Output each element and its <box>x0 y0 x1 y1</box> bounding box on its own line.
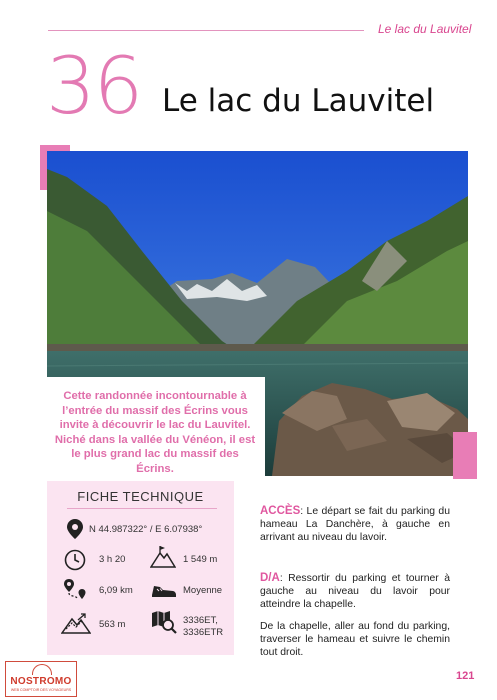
running-title: Le lac du Lauvitel <box>378 22 472 36</box>
hiking-shoe-icon <box>151 582 177 598</box>
fiche-title: FICHE TECHNIQUE <box>77 489 204 504</box>
da-paragraph <box>260 572 450 612</box>
logo-arc <box>32 664 52 675</box>
elevation-value: 1 549 m <box>183 554 218 565</box>
logo-name: NOSTROMO <box>10 676 72 687</box>
acces-paragraph <box>260 505 450 545</box>
nostromo-logo <box>5 661 77 697</box>
acces-label: ACCÈS <box>260 505 301 517</box>
difficulty-value: Moyenne <box>183 585 223 596</box>
fiche-technique <box>47 481 234 655</box>
page-number: 121 <box>456 670 475 682</box>
ascent-value: 563 m <box>99 619 126 630</box>
intro-box <box>47 377 265 481</box>
header-rule <box>48 30 364 31</box>
page-title: Le lac du Lauvitel <box>162 83 435 119</box>
duration-value: 3 h 20 <box>99 554 126 565</box>
fiche-rule <box>67 508 217 509</box>
route-distance-icon <box>63 579 89 603</box>
clock-icon <box>64 549 86 571</box>
intro-text: Cette randonnée incontournable à l’entrée du massif des Écrins vous invite à découvrir le lac du Lauvitel. Niché dans la vallée du Vénéon, il est le plus grand lac du massif des Écrins. <box>54 390 256 475</box>
gps-coordinates: N 44.987322° / E 6.07938° <box>89 524 203 535</box>
acces-text: : Le départ se fait du parking du hameau La Danchère, à gauche en arrivant au niveau du lavoir. <box>260 506 450 544</box>
da-paragraph-2: De la chapelle, aller au fond du parking, traverser le hameau et suivre le chemin tout droit. <box>260 621 450 659</box>
da-label: D/A <box>260 572 280 584</box>
ascent-mountain-icon <box>61 611 91 635</box>
corner-accent-bottom-right <box>453 432 477 479</box>
maps-reference <box>183 615 223 639</box>
hike-number: 36 <box>46 42 142 132</box>
da-text: : Ressortir du parking et tourner à gauche au niveau du lavoir pour atteindre la chapelle. <box>260 573 450 611</box>
distance-value: 6,09 km <box>99 585 133 596</box>
elevation-peak-icon <box>150 545 176 569</box>
maps-reference-line2: 3336ETR <box>183 627 224 638</box>
maps-reference-line1: 3336ET, <box>183 615 218 626</box>
logo-tagline: WEB COMPTOIR DES VOYAGEURS <box>10 688 72 692</box>
location-pin-icon <box>67 519 83 539</box>
map-search-icon <box>151 609 177 635</box>
